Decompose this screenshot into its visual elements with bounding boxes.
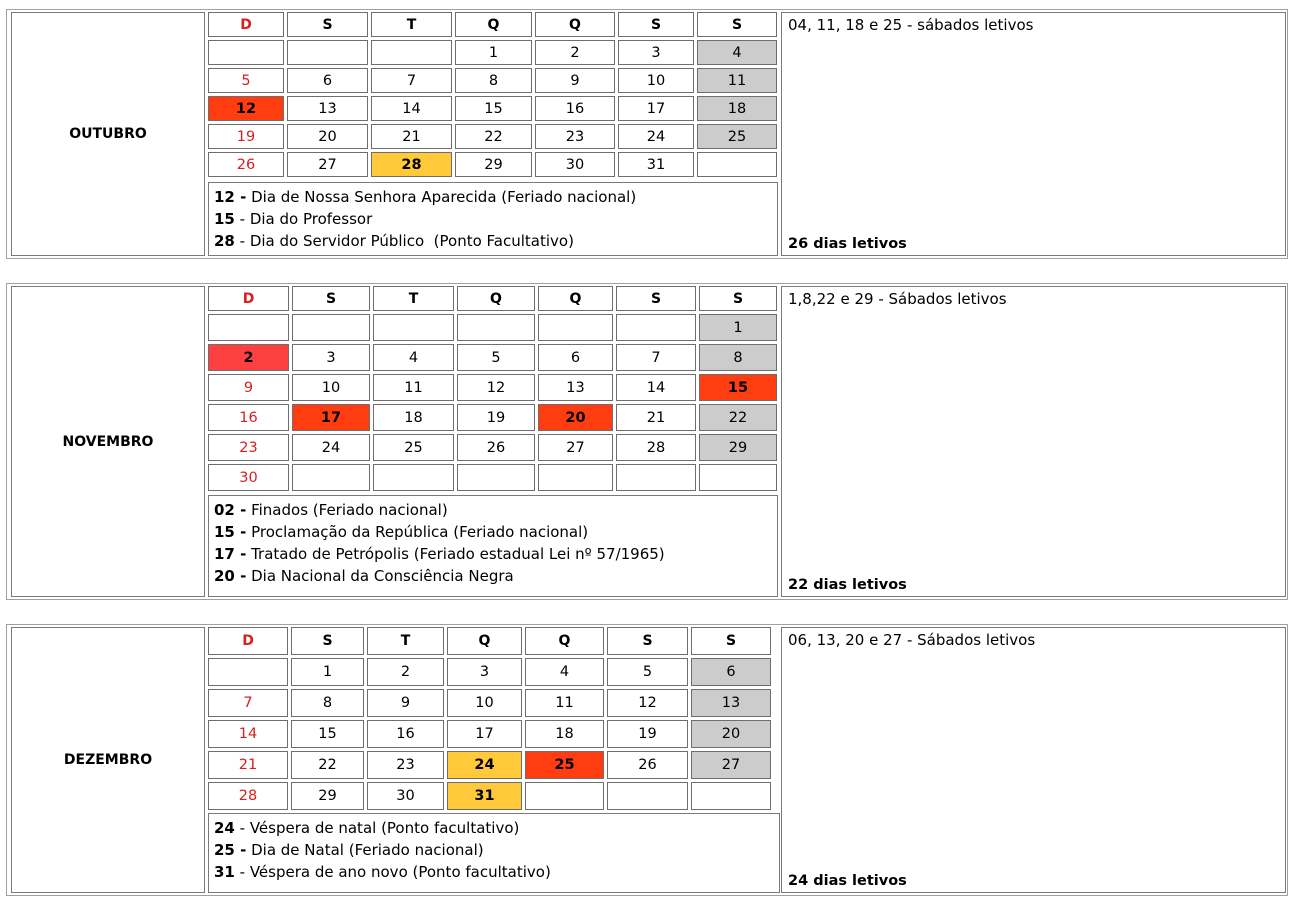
day-cell: 16 xyxy=(208,404,289,431)
day-cell: 30 xyxy=(208,464,289,491)
day-cell: 2 xyxy=(208,344,289,371)
day-cell: 26 xyxy=(457,434,535,461)
holiday-note-text: - Dia do Servidor Público (Ponto Facultativo) xyxy=(234,232,574,250)
day-cell: 17 xyxy=(292,404,370,431)
weekday-header: T xyxy=(367,627,444,655)
holiday-notes xyxy=(208,182,778,256)
day-cell: 15 xyxy=(699,374,777,401)
holiday-note-day: 15 xyxy=(214,210,235,228)
holiday-notes xyxy=(208,813,780,893)
day-cell: 8 xyxy=(291,689,364,717)
empty-day-cell xyxy=(607,782,688,810)
day-cell: 12 xyxy=(607,689,688,717)
day-cell: 11 xyxy=(373,374,454,401)
empty-day-cell xyxy=(525,782,604,810)
day-cell: 28 xyxy=(616,434,696,461)
day-cell: 6 xyxy=(538,344,613,371)
weekday-header: S xyxy=(697,12,777,37)
day-cell: 14 xyxy=(371,96,452,121)
day-cell: 24 xyxy=(618,124,694,149)
weekday-header: S xyxy=(607,627,688,655)
day-cell: 11 xyxy=(697,68,777,93)
empty-day-cell xyxy=(538,314,613,341)
weekday-header: Q xyxy=(525,627,604,655)
saturday-note: 06, 13, 20 e 27 - Sábados letivos xyxy=(788,631,1036,649)
weekday-header: S xyxy=(618,12,694,37)
day-cell: 22 xyxy=(291,751,364,779)
day-cell: 18 xyxy=(373,404,454,431)
day-cell: 28 xyxy=(371,152,452,177)
day-cell: 23 xyxy=(208,434,289,461)
day-cell: 8 xyxy=(455,68,532,93)
day-cell: 8 xyxy=(699,344,777,371)
day-cell: 23 xyxy=(535,124,615,149)
day-cell: 27 xyxy=(538,434,613,461)
day-cell: 3 xyxy=(292,344,370,371)
day-cell: 19 xyxy=(208,124,284,149)
holiday-note-text: Tratado de Petrópolis (Feriado estadual Lei nº 57/1965) xyxy=(246,545,665,563)
day-cell: 25 xyxy=(697,124,777,149)
month-info-panel xyxy=(781,627,1286,893)
day-cell: 22 xyxy=(455,124,532,149)
school-days-total: 26 dias letivos xyxy=(788,236,907,252)
saturday-note: 1,8,22 e 29 - Sábados letivos xyxy=(788,290,1007,308)
day-cell: 25 xyxy=(373,434,454,461)
day-cell: 23 xyxy=(367,751,444,779)
month-info-panel xyxy=(781,12,1286,256)
holiday-note xyxy=(214,521,777,543)
empty-day-cell xyxy=(208,658,288,686)
day-cell: 31 xyxy=(447,782,522,810)
day-cell: 29 xyxy=(699,434,777,461)
day-cell: 7 xyxy=(616,344,696,371)
day-cell: 30 xyxy=(535,152,615,177)
holiday-note-text: Proclamação da República (Feriado nacional) xyxy=(246,523,589,541)
weekday-header: Q xyxy=(447,627,522,655)
day-cell: 19 xyxy=(607,720,688,748)
day-cell: 5 xyxy=(208,68,284,93)
calendar-grid xyxy=(205,283,780,494)
holiday-note-day: 25 - xyxy=(214,841,247,859)
week-row xyxy=(208,124,777,149)
week-row xyxy=(208,434,777,461)
empty-day-cell xyxy=(287,40,368,65)
empty-day-cell xyxy=(699,464,777,491)
weekday-header: Q xyxy=(535,12,615,37)
day-cell: 12 xyxy=(208,96,284,121)
day-cell: 30 xyxy=(367,782,444,810)
empty-day-cell xyxy=(538,464,613,491)
month-name: OUTUBRO xyxy=(11,12,205,256)
school-days-total: 22 dias letivos xyxy=(788,577,907,593)
day-cell: 28 xyxy=(208,782,288,810)
day-cell: 1 xyxy=(455,40,532,65)
weekday-header: Q xyxy=(455,12,532,37)
holiday-note-text: - Dia do Professor xyxy=(234,210,373,228)
day-cell: 3 xyxy=(618,40,694,65)
day-cell: 21 xyxy=(371,124,452,149)
holiday-note xyxy=(214,186,777,208)
empty-day-cell xyxy=(616,314,696,341)
week-row xyxy=(208,344,777,371)
weekday-header: D xyxy=(208,12,284,37)
day-cell: 9 xyxy=(535,68,615,93)
week-row xyxy=(208,464,777,491)
day-cell: 9 xyxy=(208,374,289,401)
month-info-panel xyxy=(781,286,1286,597)
day-cell: 18 xyxy=(525,720,604,748)
day-cell: 5 xyxy=(607,658,688,686)
day-cell: 21 xyxy=(208,751,288,779)
day-cell: 24 xyxy=(447,751,522,779)
day-cell: 16 xyxy=(367,720,444,748)
day-cell: 17 xyxy=(618,96,694,121)
empty-day-cell xyxy=(292,464,370,491)
weekday-header: Q xyxy=(457,286,535,311)
weekday-header: T xyxy=(373,286,454,311)
day-cell: 2 xyxy=(367,658,444,686)
month-block-outubro xyxy=(6,9,1288,259)
day-cell: 13 xyxy=(691,689,771,717)
calendar-grid xyxy=(205,624,774,813)
empty-day-cell xyxy=(208,40,284,65)
day-cell: 4 xyxy=(525,658,604,686)
week-row xyxy=(208,40,777,65)
holiday-note xyxy=(214,230,777,252)
empty-day-cell xyxy=(616,464,696,491)
holiday-note-day: 20 - xyxy=(214,567,247,585)
day-cell: 15 xyxy=(291,720,364,748)
day-cell: 3 xyxy=(447,658,522,686)
holiday-note-day: 02 - xyxy=(214,501,247,519)
weekday-header: D xyxy=(208,627,288,655)
day-cell: 19 xyxy=(457,404,535,431)
day-cell: 11 xyxy=(525,689,604,717)
day-cell: 26 xyxy=(607,751,688,779)
weekday-header: D xyxy=(208,286,289,311)
day-cell: 9 xyxy=(367,689,444,717)
day-cell: 17 xyxy=(447,720,522,748)
weekday-header: Q xyxy=(538,286,613,311)
week-row xyxy=(208,96,777,121)
day-cell: 7 xyxy=(371,68,452,93)
month-name: NOVEMBRO xyxy=(11,286,205,597)
day-cell: 10 xyxy=(292,374,370,401)
day-cell: 20 xyxy=(287,124,368,149)
weekday-header: S xyxy=(287,12,368,37)
holiday-note xyxy=(214,565,777,587)
month-block-dezembro xyxy=(6,624,1288,896)
day-cell: 14 xyxy=(208,720,288,748)
day-cell: 7 xyxy=(208,689,288,717)
day-cell: 5 xyxy=(457,344,535,371)
month-block-novembro xyxy=(6,283,1288,600)
holiday-note-text: Dia Nacional da Consciência Negra xyxy=(246,567,514,585)
empty-day-cell xyxy=(371,40,452,65)
day-cell: 6 xyxy=(691,658,771,686)
week-row xyxy=(208,404,777,431)
month-name: DEZEMBRO xyxy=(11,627,205,893)
holiday-note-day: 31 xyxy=(214,863,235,881)
day-cell: 10 xyxy=(618,68,694,93)
weekday-header: S xyxy=(699,286,777,311)
empty-day-cell xyxy=(208,314,289,341)
holiday-note xyxy=(214,208,777,230)
day-cell: 12 xyxy=(457,374,535,401)
saturday-note: 04, 11, 18 e 25 - sábados letivos xyxy=(788,16,1034,34)
empty-day-cell xyxy=(292,314,370,341)
day-cell: 4 xyxy=(373,344,454,371)
day-cell: 18 xyxy=(697,96,777,121)
holiday-note xyxy=(214,499,777,521)
day-cell: 4 xyxy=(697,40,777,65)
holiday-notes xyxy=(208,495,778,597)
week-row xyxy=(208,314,777,341)
weekday-header-row xyxy=(208,627,771,655)
week-row xyxy=(208,152,777,177)
week-row xyxy=(208,374,777,401)
weekday-header-row xyxy=(208,12,777,37)
day-cell: 13 xyxy=(538,374,613,401)
day-cell: 20 xyxy=(538,404,613,431)
holiday-note-day: 24 xyxy=(214,819,235,837)
holiday-note-day: 12 - xyxy=(214,188,247,206)
empty-day-cell xyxy=(697,152,777,177)
holiday-note-day: 28 xyxy=(214,232,235,250)
week-row xyxy=(208,720,771,748)
week-row xyxy=(208,751,771,779)
day-cell: 2 xyxy=(535,40,615,65)
empty-day-cell xyxy=(457,314,535,341)
weekday-header: T xyxy=(371,12,452,37)
day-cell: 27 xyxy=(691,751,771,779)
holiday-note-day: 15 - xyxy=(214,523,247,541)
day-cell: 21 xyxy=(616,404,696,431)
empty-day-cell xyxy=(457,464,535,491)
empty-day-cell xyxy=(691,782,771,810)
day-cell: 27 xyxy=(287,152,368,177)
weekday-header: S xyxy=(691,627,771,655)
day-cell: 31 xyxy=(618,152,694,177)
day-cell: 15 xyxy=(455,96,532,121)
calendar-grid xyxy=(205,9,780,180)
holiday-note xyxy=(214,839,779,861)
weekday-header: S xyxy=(292,286,370,311)
day-cell: 29 xyxy=(455,152,532,177)
week-row xyxy=(208,658,771,686)
day-cell: 20 xyxy=(691,720,771,748)
day-cell: 14 xyxy=(616,374,696,401)
day-cell: 1 xyxy=(699,314,777,341)
weekday-header: S xyxy=(291,627,364,655)
weekday-header-row xyxy=(208,286,777,311)
day-cell: 13 xyxy=(287,96,368,121)
day-cell: 29 xyxy=(291,782,364,810)
holiday-note-text: - Véspera de ano novo (Ponto facultativo) xyxy=(234,863,551,881)
holiday-note-day: 17 - xyxy=(214,545,247,563)
day-cell: 24 xyxy=(292,434,370,461)
holiday-note xyxy=(214,817,779,839)
school-days-total: 24 dias letivos xyxy=(788,873,907,889)
holiday-note xyxy=(214,543,777,565)
holiday-note-text: Dia de Nossa Senhora Aparecida (Feriado nacional) xyxy=(246,188,637,206)
day-cell: 16 xyxy=(535,96,615,121)
holiday-note-text: Finados (Feriado nacional) xyxy=(246,501,448,519)
week-row xyxy=(208,68,777,93)
empty-day-cell xyxy=(373,464,454,491)
holiday-note-text: - Véspera de natal (Ponto facultativo) xyxy=(234,819,520,837)
day-cell: 1 xyxy=(291,658,364,686)
week-row xyxy=(208,689,771,717)
day-cell: 22 xyxy=(699,404,777,431)
day-cell: 25 xyxy=(525,751,604,779)
week-row xyxy=(208,782,771,810)
day-cell: 26 xyxy=(208,152,284,177)
holiday-note-text: Dia de Natal (Feriado nacional) xyxy=(246,841,484,859)
holiday-note xyxy=(214,861,779,883)
day-cell: 10 xyxy=(447,689,522,717)
empty-day-cell xyxy=(373,314,454,341)
weekday-header: S xyxy=(616,286,696,311)
day-cell: 6 xyxy=(287,68,368,93)
